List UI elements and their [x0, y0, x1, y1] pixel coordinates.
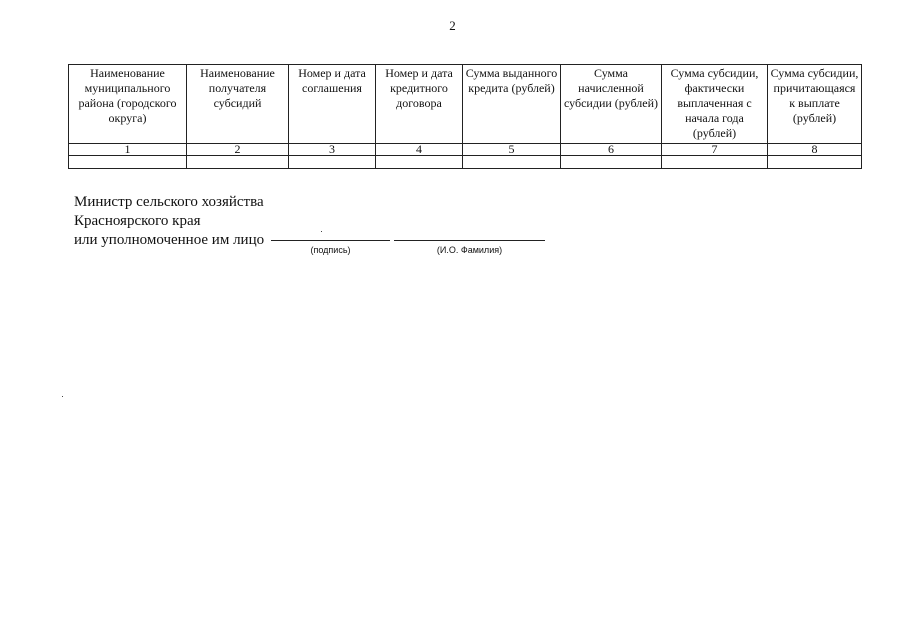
- empty-cell: [69, 156, 187, 169]
- scan-speck: [62, 396, 63, 397]
- signature-line: [271, 240, 390, 241]
- header-credit-contract-number-date: Номер и дата кредитного договора: [376, 65, 463, 144]
- page-number: 2: [449, 18, 456, 33]
- header-accrued-subsidy: Сумма начисленной субсидии (рублей): [561, 65, 662, 144]
- table-header-row: [69, 65, 862, 144]
- table-row: [69, 156, 862, 169]
- column-number: 1: [69, 144, 187, 156]
- name-line: [394, 240, 545, 241]
- signatory-title-line2: Красноярского края: [74, 213, 201, 229]
- empty-cell: [187, 156, 289, 169]
- empty-cell: [768, 156, 862, 169]
- name-caption: (И.О. Фамилия): [436, 245, 503, 255]
- column-number: 8: [768, 144, 862, 156]
- signatory-title-line3: или уполномоченное им лицо: [74, 232, 265, 248]
- column-number: 7: [662, 144, 768, 156]
- signature-block: [74, 193, 264, 250]
- header-municipal-district: Наименование муниципального района (городского округа): [69, 65, 187, 144]
- empty-cell: [463, 156, 561, 169]
- header-credit-amount: Сумма выданного кредита (рублей): [463, 65, 561, 144]
- signature-caption: (подпись): [310, 245, 351, 255]
- column-number: 5: [463, 144, 561, 156]
- empty-cell: [561, 156, 662, 169]
- column-number: 4: [376, 144, 463, 156]
- header-subsidy-due: Сумма субсидии, причитающаяся к выплате (рублей): [768, 65, 862, 144]
- signatory-title-line1: Министр сельского хозяйства: [74, 194, 264, 210]
- scan-speck: [321, 231, 322, 232]
- column-number: 6: [561, 144, 662, 156]
- empty-cell: [376, 156, 463, 169]
- empty-cell: [289, 156, 376, 169]
- header-recipient-name: Наименование получателя субсидий: [187, 65, 289, 144]
- empty-cell: [662, 156, 768, 169]
- column-number: 2: [187, 144, 289, 156]
- column-number-row: [69, 144, 862, 156]
- header-agreement-number-date: Номер и дата соглашения: [289, 65, 376, 144]
- subsidy-report-table: [68, 64, 862, 169]
- header-paid-subsidy-ytd: Сумма субсидии, фактически выплаченная с начала года (рублей): [662, 65, 768, 144]
- column-number: 3: [289, 144, 376, 156]
